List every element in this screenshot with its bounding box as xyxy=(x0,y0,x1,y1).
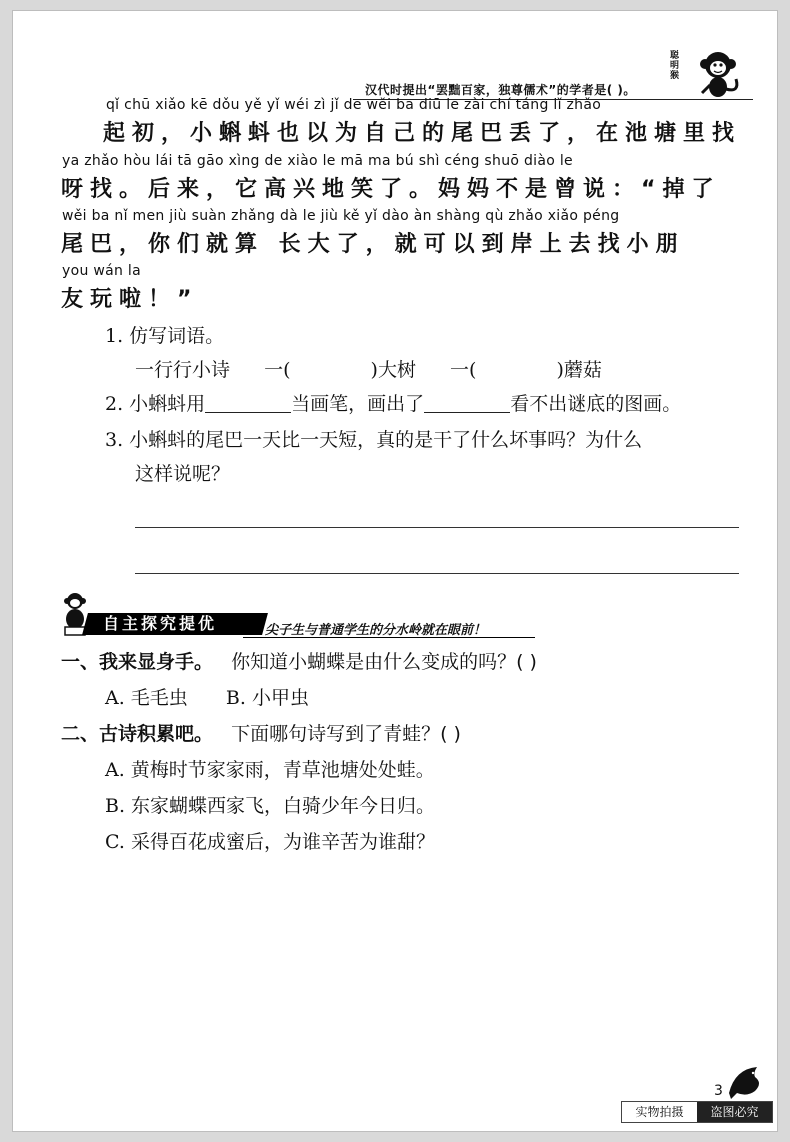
text-line-4: 友玩啦！” xyxy=(61,287,199,312)
section-two-option-a[interactable]: A. 黄梅时节家家雨，青草池塘处处蛙。 xyxy=(105,759,435,781)
question-1-row xyxy=(135,355,602,382)
question-1-example: 一行行小诗 xyxy=(135,359,231,381)
page-number: 3 xyxy=(714,1083,723,1099)
section-two-question: 下面哪句诗写到了青蛙？( ) xyxy=(231,723,461,745)
answer-line-1[interactable] xyxy=(135,527,739,528)
banner-title: 自主探究提优 xyxy=(103,614,218,633)
question-2-part2: 当画笔，画出了 xyxy=(291,393,425,415)
answer-line-2[interactable] xyxy=(135,573,739,574)
question-1-a-prefix: 一( xyxy=(264,359,291,381)
question-2-blank-2[interactable] xyxy=(424,394,510,413)
header-question: 汉代时提出“罢黜百家，独尊儒术”的学者是( )。 xyxy=(365,83,636,97)
monkey-mascot-icon xyxy=(696,49,746,101)
mascot-label: 聪明猴 xyxy=(670,51,680,81)
pinyin-line-3: wěi ba nǐ men jiù suàn zhǎng dà le jiù kě yǐ dào àn shàng qù zhǎo xiǎo péng xyxy=(62,208,620,224)
pinyin-line-1: qǐ chū xiǎo kē dǒu yě yǐ wéi zì jǐ de wěi ba diū le zài chí táng lǐ zhǎo xyxy=(106,97,602,113)
section-two-heading: 二、古诗积累吧。 xyxy=(61,723,214,745)
pinyin-line-2: ya zhǎo hòu lái tā gāo xìng de xiào le mā ma bú shì céng shuō diào le xyxy=(62,153,573,169)
section-one-option-a[interactable]: A. 毛毛虫 xyxy=(105,687,188,709)
pinyin-line-4: you wán la xyxy=(62,263,141,279)
question-2-blank-1[interactable] xyxy=(205,394,291,413)
question-1-b-suffix: )蘑菇 xyxy=(556,359,602,381)
banner-subtitle: 尖子生与普通学生的分水岭就在眼前！ xyxy=(265,623,487,638)
question-1-a-suffix: )大树 xyxy=(370,359,416,381)
banner-underline xyxy=(243,637,535,638)
question-1-label: 1. 仿写词语。 xyxy=(105,325,225,347)
dolphin-icon xyxy=(725,1063,765,1101)
question-2-part1: 2. 小蝌蚪用 xyxy=(105,393,206,415)
section-one-options xyxy=(105,683,309,710)
section-one-question: 你知道小蝴蝶是由什么变成的吗？( ) xyxy=(231,651,537,673)
section-two-option-b[interactable]: B. 东家蝴蝶西家飞，白骑少年今日归。 xyxy=(105,795,436,817)
section-one-heading: 一、我来显身手。 xyxy=(61,651,214,673)
stamp-right: 盗图必究 xyxy=(697,1102,772,1122)
text-line-2: 呀找。后来，它高兴地笑了。妈妈不是曾说：“掉了 xyxy=(61,177,721,202)
watermark-stamp xyxy=(621,1101,773,1123)
question-2-row xyxy=(105,389,681,416)
question-3-line-1: 3. 小蝌蚪的尾巴一天比一天短，真的是干了什么坏事吗？为什么 xyxy=(105,429,643,451)
section-one-row xyxy=(61,647,537,674)
question-1-b-prefix: 一( xyxy=(450,359,477,381)
section-two-option-c[interactable]: C. 采得百花成蜜后，为谁辛苦为谁甜？ xyxy=(105,831,435,853)
stamp-left: 实物拍摄 xyxy=(635,1105,684,1119)
text-line-3: 尾巴，你们就算 长大了，就可以到岸上去找小朋 xyxy=(61,232,685,257)
question-3-line-2: 这样说呢？ xyxy=(135,463,231,485)
section-two-row xyxy=(61,719,461,746)
question-2-part3: 看不出谜底的图画。 xyxy=(510,393,682,415)
worksheet-page xyxy=(12,10,778,1132)
text-line-1: 起初，小蝌蚪也以为自己的尾巴丢了，在池塘里找 xyxy=(103,121,742,146)
section-one-option-b[interactable]: B. 小甲虫 xyxy=(225,687,309,709)
